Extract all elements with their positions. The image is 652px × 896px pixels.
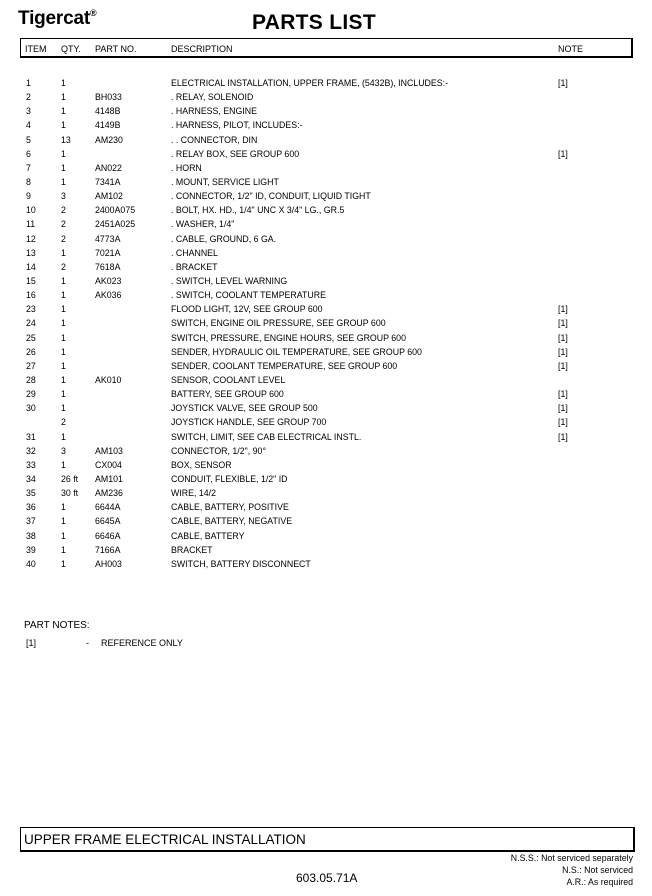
item-number: 14 xyxy=(26,261,36,272)
quantity: 2 xyxy=(61,205,66,216)
description: BATTERY, SEE GROUP 600 xyxy=(171,389,284,400)
description: . MOUNT, SERVICE LIGHT xyxy=(171,176,279,187)
parts-table xyxy=(0,78,652,573)
note-ref: [1] xyxy=(558,389,568,400)
item-number: 28 xyxy=(26,374,36,385)
table-row xyxy=(0,545,652,559)
legend-line: N.S.: Not serviced xyxy=(562,865,633,876)
item-number: 9 xyxy=(26,191,31,202)
table-row xyxy=(0,389,652,403)
note-ref: [1] xyxy=(558,417,568,428)
quantity: 2 xyxy=(61,219,66,230)
part-number: AM103 xyxy=(95,445,123,456)
part-notes-title: PART NOTES: xyxy=(24,620,90,631)
description: CONNECTOR, 1/2", 90° xyxy=(171,445,266,456)
table-row xyxy=(0,290,652,304)
table-row xyxy=(0,163,652,177)
part-number: AK010 xyxy=(95,374,122,385)
item-number: 33 xyxy=(26,459,36,470)
item-number: 26 xyxy=(26,346,36,357)
quantity: 1 xyxy=(61,403,66,414)
description: . RELAY, SOLENOID xyxy=(171,92,254,103)
quantity: 1 xyxy=(61,290,66,301)
item-number: 10 xyxy=(26,205,36,216)
part-number: AK023 xyxy=(95,275,122,286)
description: . BOLT, HX. HD., 1/4" UNC X 3/4" LG., GR.5 xyxy=(171,205,345,216)
description: . CHANNEL xyxy=(171,247,218,258)
item-number: 8 xyxy=(26,176,31,187)
description: . RELAY BOX, SEE GROUP 600 xyxy=(171,148,300,159)
item-number: 15 xyxy=(26,275,36,286)
table-row xyxy=(0,177,652,191)
item-number: 13 xyxy=(26,247,36,258)
legend-line: A.R.: As required xyxy=(566,877,633,888)
description: BOX, SENSOR xyxy=(171,459,232,470)
table-row xyxy=(0,488,652,502)
description: SENSOR, COOLANT LEVEL xyxy=(171,374,286,385)
part-number: AK036 xyxy=(95,290,122,301)
table-row xyxy=(0,559,652,573)
item-number: 16 xyxy=(26,290,36,301)
note-ref: [1] xyxy=(558,431,568,442)
quantity: 1 xyxy=(61,247,66,258)
table-row xyxy=(0,446,652,460)
note-ref: [1] xyxy=(558,318,568,329)
description: CABLE, BATTERY, POSITIVE xyxy=(171,502,289,513)
item-number: 23 xyxy=(26,304,36,315)
part-number: CX004 xyxy=(95,459,122,470)
part-note-ref: [1] xyxy=(26,638,37,648)
table-row xyxy=(0,205,652,219)
quantity: 13 xyxy=(61,134,71,145)
quantity: 1 xyxy=(61,92,66,103)
quantity: 2 xyxy=(61,261,66,272)
table-row xyxy=(0,248,652,262)
quantity: 1 xyxy=(61,516,66,527)
item-number: 24 xyxy=(26,318,36,329)
description: CABLE, BATTERY xyxy=(171,530,245,541)
quantity: 1 xyxy=(61,332,66,343)
column-header-description: DESCRIPTION xyxy=(171,44,233,54)
column-header-qty: QTY. xyxy=(61,44,81,54)
abbreviation-legend xyxy=(511,852,633,889)
part-number: AM101 xyxy=(95,473,123,484)
quantity: 1 xyxy=(61,374,66,385)
table-row xyxy=(0,106,652,120)
description: . BRACKET xyxy=(171,261,218,272)
description: SWITCH, BATTERY DISCONNECT xyxy=(171,558,311,569)
quantity: 1 xyxy=(61,389,66,400)
description: . SWITCH, LEVEL WARNING xyxy=(171,275,288,286)
quantity: 1 xyxy=(61,544,66,555)
item-number: 25 xyxy=(26,332,36,343)
description: BRACKET xyxy=(171,544,213,555)
brand-name: Tigercat xyxy=(18,8,90,29)
legend-line: N.S.S.: Not serviced separately xyxy=(510,853,633,863)
table-row xyxy=(0,234,652,248)
table-row xyxy=(0,276,652,290)
part-number: 7166A xyxy=(95,544,121,555)
item-number: 4 xyxy=(26,120,31,131)
table-row xyxy=(0,191,652,205)
part-number: 7341A xyxy=(95,176,121,187)
description: FLOOD LIGHT, 12V, SEE GROUP 600 xyxy=(171,304,323,315)
quantity: 1 xyxy=(61,360,66,371)
part-number: BH033 xyxy=(95,92,122,103)
table-row xyxy=(0,516,652,530)
part-number: AM230 xyxy=(95,134,123,145)
table-row xyxy=(0,78,652,92)
item-number: 38 xyxy=(26,530,36,541)
item-number: 35 xyxy=(26,488,36,499)
quantity: 1 xyxy=(61,346,66,357)
page-title: PARTS LIST xyxy=(252,11,376,34)
note-ref: [1] xyxy=(558,346,568,357)
item-number: 27 xyxy=(26,360,36,371)
table-row xyxy=(0,403,652,417)
quantity: 1 xyxy=(61,176,66,187)
table-row xyxy=(0,262,652,276)
part-number: 4148B xyxy=(95,106,121,117)
table-row xyxy=(0,361,652,375)
description: . SWITCH, COOLANT TEMPERATURE xyxy=(171,290,326,301)
table-row xyxy=(0,417,652,431)
description: ELECTRICAL INSTALLATION, UPPER FRAME, (5432B), INCLUDES:- xyxy=(171,78,449,88)
item-number: 11 xyxy=(26,219,36,230)
table-row xyxy=(0,92,652,106)
table-row xyxy=(0,375,652,389)
table-row xyxy=(0,333,652,347)
part-note-dash: - xyxy=(86,638,89,648)
item-number: 3 xyxy=(26,106,31,117)
description: . CONNECTOR, 1/2" ID, CONDUIT, LIQUID TIGHT xyxy=(171,191,371,202)
brand-logo xyxy=(18,8,96,30)
part-number: 6646A xyxy=(95,530,121,541)
table-row xyxy=(0,432,652,446)
part-number: 4773A xyxy=(95,233,121,244)
part-note-text: REFERENCE ONLY xyxy=(101,638,183,648)
quantity: 1 xyxy=(61,275,66,286)
item-number: 31 xyxy=(26,431,36,442)
description: JOYSTICK VALVE, SEE GROUP 500 xyxy=(171,403,318,414)
description: SWITCH, PRESSURE, ENGINE HOURS, SEE GROUP 600 xyxy=(171,332,406,343)
table-row xyxy=(0,149,652,163)
column-header-part: PART NO. xyxy=(95,44,137,54)
quantity: 1 xyxy=(61,304,66,315)
page-number: 603.05.71A xyxy=(296,871,358,885)
item-number: 6 xyxy=(26,148,31,159)
quantity: 1 xyxy=(61,78,66,88)
note-ref: [1] xyxy=(558,78,568,88)
table-row xyxy=(0,347,652,361)
quantity: 26 ft xyxy=(61,473,79,484)
part-number: 6644A xyxy=(95,502,121,513)
table-row xyxy=(0,460,652,474)
description: CONDUIT, FLEXIBLE, 1/2" ID xyxy=(171,473,288,484)
part-number: AM102 xyxy=(95,191,123,202)
description: SENDER, HYDRAULIC OIL TEMPERATURE, SEE GROUP 600 xyxy=(171,346,422,357)
part-number: AH003 xyxy=(95,558,122,569)
quantity: 3 xyxy=(61,445,66,456)
item-number: 12 xyxy=(26,233,36,244)
quantity: 3 xyxy=(61,191,66,202)
part-number: 2451A025 xyxy=(95,219,136,230)
part-number: AM236 xyxy=(95,488,123,499)
table-row xyxy=(0,502,652,516)
table-row xyxy=(0,474,652,488)
quantity: 1 xyxy=(61,162,66,173)
item-number: 1 xyxy=(26,78,31,88)
description: . CABLE, GROUND, 6 GA. xyxy=(171,233,277,244)
description: SWITCH, ENGINE OIL PRESSURE, SEE GROUP 600 xyxy=(171,318,386,329)
item-number: 2 xyxy=(26,92,31,103)
description: . HARNESS, PILOT, INCLUDES:- xyxy=(171,120,303,131)
item-number: 7 xyxy=(26,162,31,173)
table-row xyxy=(0,219,652,233)
quantity: 1 xyxy=(61,502,66,513)
table-row xyxy=(0,120,652,134)
part-number: 7618A xyxy=(95,261,121,272)
item-number: 34 xyxy=(26,473,36,484)
column-header-item: ITEM xyxy=(25,44,47,54)
item-number: 36 xyxy=(26,502,36,513)
note-ref: [1] xyxy=(558,304,568,315)
part-number: 4149B xyxy=(95,120,121,131)
quantity: 1 xyxy=(61,558,66,569)
description: . HARNESS, ENGINE xyxy=(171,106,258,117)
description: CABLE, BATTERY, NEGATIVE xyxy=(171,516,293,527)
quantity: 1 xyxy=(61,530,66,541)
column-header-note: NOTE xyxy=(558,44,584,54)
description: . HORN xyxy=(171,162,202,173)
description: SENDER, COOLANT TEMPERATURE, SEE GROUP 600 xyxy=(171,360,398,371)
description: JOYSTICK HANDLE, SEE GROUP 700 xyxy=(171,417,327,428)
table-row xyxy=(0,304,652,318)
part-number: 6645A xyxy=(95,516,121,527)
part-number: 2400A075 xyxy=(95,205,136,216)
description: SWITCH, LIMIT, SEE CAB ELECTRICAL INSTL. xyxy=(171,431,362,442)
quantity: 1 xyxy=(61,318,66,329)
note-ref: [1] xyxy=(558,403,568,414)
note-ref: [1] xyxy=(558,148,568,159)
quantity: 1 xyxy=(61,120,66,131)
item-number: 30 xyxy=(26,403,36,414)
item-number: 32 xyxy=(26,445,36,456)
item-number: 5 xyxy=(26,134,31,145)
note-ref: [1] xyxy=(558,332,568,343)
item-number: 39 xyxy=(26,544,36,555)
part-number: AN022 xyxy=(95,162,122,173)
item-number: 37 xyxy=(26,516,36,527)
quantity: 2 xyxy=(61,233,66,244)
description: . WASHER, 1/4" xyxy=(171,219,235,230)
quantity: 1 xyxy=(61,459,66,470)
item-number: 40 xyxy=(26,558,36,569)
note-ref: [1] xyxy=(558,360,568,371)
quantity: 1 xyxy=(61,431,66,442)
quantity: 1 xyxy=(61,148,66,159)
table-row xyxy=(0,318,652,332)
quantity: 2 xyxy=(61,417,66,428)
part-number: 7021A xyxy=(95,247,121,258)
registered-mark: ® xyxy=(89,7,97,18)
quantity: 30 ft xyxy=(61,488,79,499)
footer-title: UPPER FRAME ELECTRICAL INSTALLATION xyxy=(24,832,306,847)
item-number: 29 xyxy=(26,389,36,400)
quantity: 1 xyxy=(61,106,66,117)
table-row xyxy=(0,135,652,149)
description: . . CONNECTOR, DIN xyxy=(171,134,258,145)
description: WIRE, 14/2 xyxy=(171,488,216,499)
table-row xyxy=(0,531,652,545)
